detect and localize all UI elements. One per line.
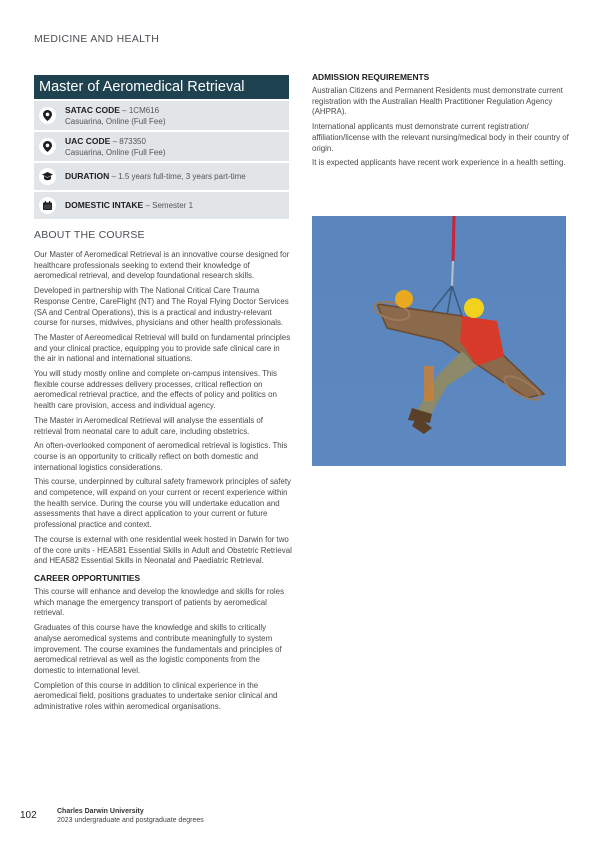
about-paragraph: Developed in partnership with The National Critical Care Trauma Response Centre, CareFlight (NT) and The Royal Flying Doctor Services (SA and Central Operations), this is a practical and industry-relevant course for nurses, midwives, physicians and other health professionals. [34, 286, 289, 328]
about-paragraph: The Master in Aeromedical Retrieval will analyse the essentials of retrieval from neonatal care to adult care, including obstetrics. [34, 415, 263, 436]
separator: – [119, 105, 129, 115]
duration-label: DURATION [65, 171, 110, 181]
admission-paragraph: Australian Citizens and Permanent Residents must demonstrate current registration with the Australian Health Practitioner Regulation Agency (AHPRA). [312, 86, 563, 117]
location-pin-icon [39, 107, 56, 124]
footer-subtitle: 2023 undergraduate and postgraduate degrees [57, 817, 204, 824]
about-paragraph: The course is external with one residential week hosted in Darwin for two of the core units - HEA581 Essential Skills in Adult and Obstetric Retrieval and HEA582 Essential Skills in Neonatal and Paediatric Retrieval. [34, 534, 292, 566]
career-paragraph: Completion of this course in addition to clinical experience in the aeromedical field, positions graduates to undertake senior clinical and administrative roles within aeromedical organisations. [34, 680, 278, 712]
about-paragraph: The Master of Aereomedical Retrieval will build on fundamental principles and your clinical practice, equipping you to provide safe clinical care in the air in national and international situations. [34, 332, 291, 364]
career-paragraph: Graduates of this course have the knowledge and skills to critically analyse aeromedical systems and contribute meaningfully to system improvement. The course examines the fundamentals and principles of aeromedical retrieval as well as the logistic components from the domestic to international level. [34, 623, 282, 675]
intake-label: DOMESTIC INTAKE [65, 200, 144, 210]
course-title: Master of Aeromedical Retrieval [34, 75, 289, 101]
satac-code-value: 1CM616 [128, 105, 160, 115]
calendar-icon [39, 197, 56, 214]
about-paragraph: You will study mostly online and complete on-campus intensives. This flexible course addresses delivery processes, critical reflection on aeromedical retrieval practice, and the effects of policy and politics on health care provision, access and individual agency. [34, 369, 277, 411]
aeromedical-rescue-photo [312, 216, 566, 466]
uac-code-label: UAC CODE [65, 135, 111, 146]
satac-code-label: SATAC CODE [65, 104, 120, 115]
about-paragraph: This course, underpinned by cultural safety framework principles of safety and competence, will expand on your current or recent experience within the health service. During the course you will undertake education and assessments that have a direct application to your current or future professional practice and context. [34, 477, 292, 530]
info-row-uac [34, 132, 289, 163]
footer-university: Charles Darwin University [57, 808, 144, 815]
course-info-box [34, 75, 289, 221]
info-row-satac [34, 101, 289, 132]
info-row-intake [34, 192, 289, 221]
about-heading: ABOUT THE COURSE [34, 229, 145, 241]
rescue-illustration [312, 216, 566, 466]
career-paragraph: This course will enhance and develop the knowledge and skills for roles which manage the emergency transport of patients by aeromedical retrieval. [34, 586, 285, 618]
intake-value: Semester 1 [152, 201, 194, 210]
career-heading: CAREER OPPORTUNITIES [34, 572, 141, 583]
duration-value: 1.5 years full-time, 3 years part-time [118, 172, 246, 181]
about-paragraph: Our Master of Aeromedical Retrieval is an innovative course designed for healthcare professionals seeking to extend their knowledge of aeromedical retrieval, and develop foundational research skills. [34, 250, 290, 281]
about-paragraph: An often-overlooked component of aeromedical retrieval is logistics. This course is an opportunity to critically reflect on both domestic and international logistics considerations. [34, 441, 288, 472]
admission-heading: ADMISSION REQUIREMENTS [312, 72, 430, 82]
admission-paragraph: International applicants must demonstrate current registration/ affiliation/license with the relevant nursing/medical body in their country of origin. [312, 122, 569, 153]
separator: – [109, 172, 119, 181]
uac-code-value: 873350 [119, 136, 146, 146]
satac-campus: Casuarina, Online (Full Fee) [65, 116, 166, 126]
admission-paragraph: It is expected applicants have recent work experience in a health setting. [312, 158, 566, 168]
separator: – [110, 136, 120, 146]
location-pin-icon [39, 138, 56, 155]
separator: – [143, 201, 153, 210]
info-row-duration [34, 163, 289, 192]
uac-campus: Casuarina, Online (Full Fee) [65, 147, 166, 157]
graduation-cap-icon [39, 168, 56, 185]
section-label: MEDICINE AND HEALTH [34, 33, 160, 45]
admission-section [312, 72, 570, 173]
about-section [34, 250, 292, 717]
page-number: 102 [20, 810, 37, 821]
